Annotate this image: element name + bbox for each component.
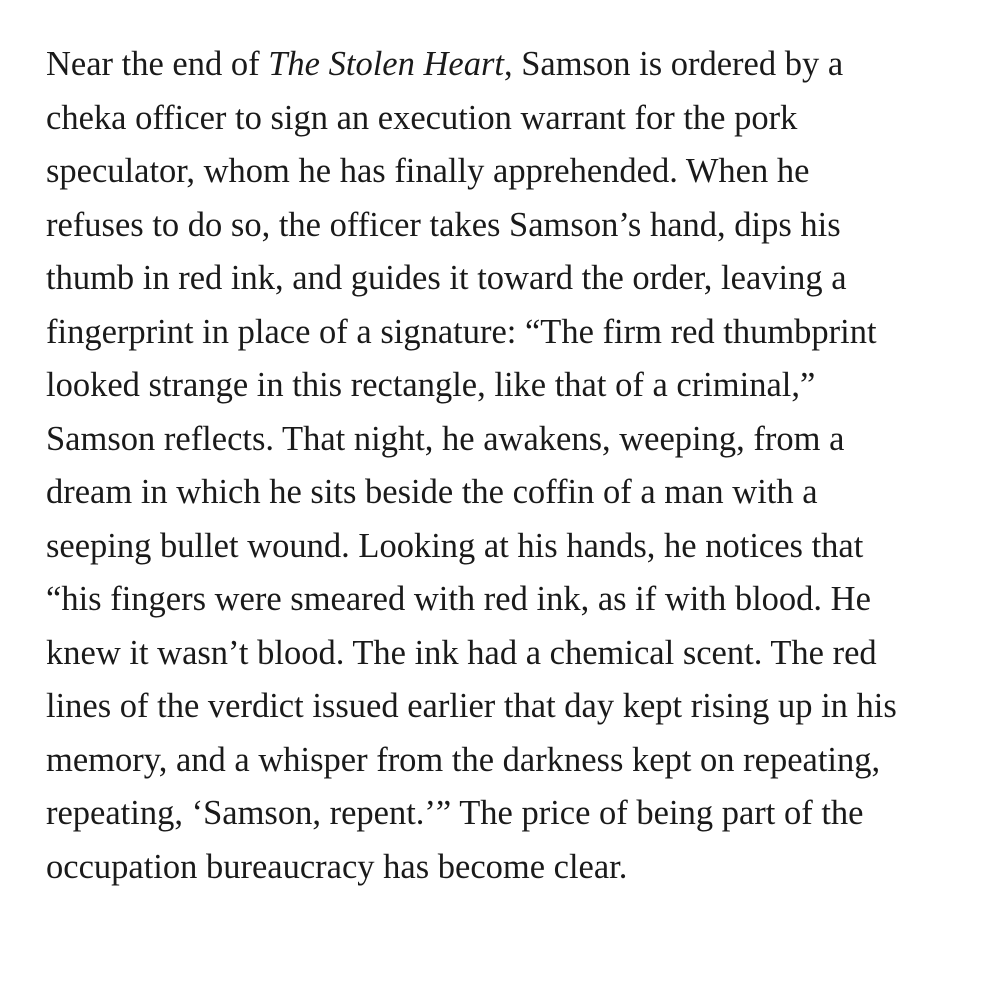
text-line: memory, and a whisper from the darkness kept on repeating, bbox=[46, 740, 881, 779]
text-line: dream in which he sits beside the coffin of a man with a bbox=[46, 473, 818, 511]
text-line: speculator, whom he has finally apprehended. When he bbox=[46, 152, 810, 190]
text-line: thumb in red ink, and guides it toward the order, leaving a bbox=[46, 259, 847, 297]
text-line: fingerprint in place of a signature: “The firm red thumbprint bbox=[46, 312, 877, 351]
text-line: repeating, ‘Samson, repent.’” The price of being part of the bbox=[46, 794, 864, 832]
text-line: “his fingers were smeared with red ink, as if with blood. He bbox=[46, 580, 871, 618]
text-line: occupation bureaucracy has become clear. bbox=[46, 847, 628, 886]
text-line: knew it wasn’t blood. The ink had a chemical scent. The red bbox=[46, 633, 877, 672]
text-line bbox=[46, 38, 897, 92]
body-paragraph bbox=[46, 38, 897, 894]
text-line: cheka officer to sign an execution warrant for the pork bbox=[46, 98, 798, 137]
text-line: Samson reflects. That night, he awakens, weeping, from a bbox=[46, 419, 845, 458]
text-segment: Near the end of bbox=[46, 45, 269, 83]
text-line: refuses to do so, the officer takes Samson’s hand, dips his bbox=[46, 205, 841, 244]
book-title: The Stolen Heart bbox=[268, 45, 504, 83]
text-segment: , Samson is ordered by a bbox=[503, 45, 844, 83]
text-line: seeping bullet wound. Looking at his hands, he notices that bbox=[46, 526, 864, 565]
text-line: looked strange in this rectangle, like that of a criminal,” bbox=[46, 366, 816, 404]
text-line: lines of the verdict issued earlier that day kept rising up in his bbox=[46, 687, 897, 725]
